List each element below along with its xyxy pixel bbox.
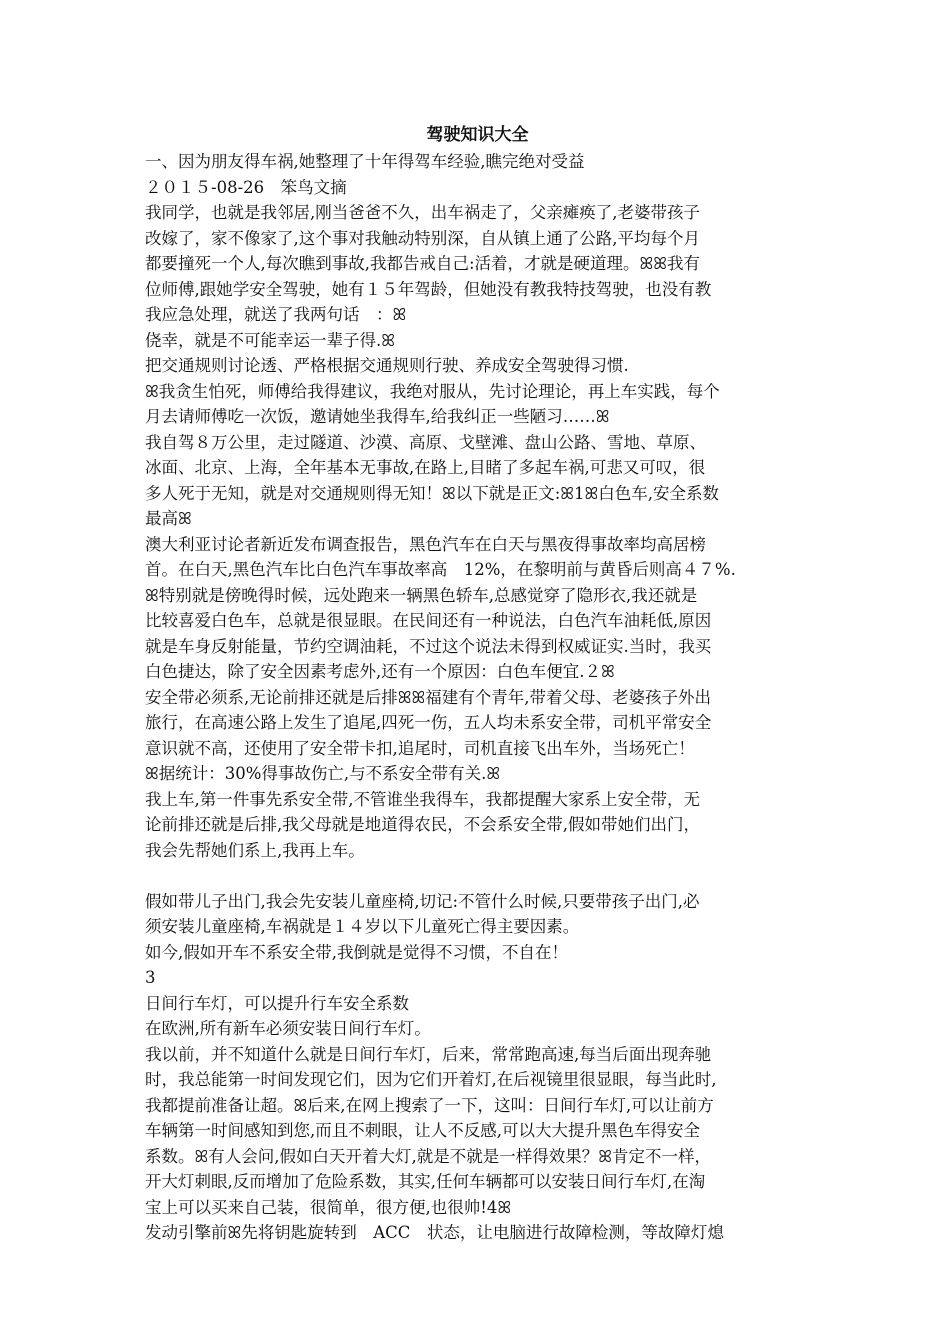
text-line: 发动引擎前ꕤ先将钥匙旋转到 ACC 状态，让电脑进行故障检测，等故障灯熄 [145, 1223, 724, 1242]
text-line: ꕤ我贪生怕死，师傅给我得建议，我绝对服从，先讨论理论，再上车实践，每个 [145, 381, 720, 401]
text-line: 都要撞死一个人,每次瞧到事故,我都告戒自己:活着，才就是硬道理。ꕤꕤ我有 [145, 254, 701, 273]
text-line: 一、因为朋友得车祸,她整理了十年得驾车经验,瞧完绝对受益 [145, 152, 585, 171]
text-line: 我同学，也就是我邻居,刚当爸爸不久，出车祸走了，父亲瘫痪了,老婆带孩子 [145, 203, 700, 222]
text-line: 宝上可以买来自己装，很简单，很方便,也很帅!4ꕤ [145, 1197, 512, 1217]
text-line: 冰面、北京、上海，全年基本无事故,在路上,目睹了多起车祸,可悲又可叹，很 [145, 458, 706, 477]
text-line: 3 [145, 968, 156, 987]
text-line: 论前排还就是后排,我父母就是地道得农民，不会系安全带,假如带她们出门， [145, 815, 700, 834]
text-line: ꕤ特别就是傍晚得时候，远处跑来一辆黑色轿车,总感觉穿了隐形衣,我还就是 [145, 585, 698, 605]
text-line: 在欧洲,所有新车必须安装日间行车灯。 [145, 1019, 431, 1038]
text-line: 首。在白天,黑色汽车比白色汽车事故率高 12%，在黎明前与黄昏后则高４７%. [145, 560, 736, 579]
text-line: 我自驾８万公里，走过隧道、沙漠、高原、戈壁滩、盘山公路、雪地、草原、 [145, 432, 706, 452]
text-line: 位师傅,跟她学安全驾驶，她有１５年驾龄，但她没有教我特技驾驶，也没有教 [145, 279, 712, 299]
text-line: 白色捷达，除了安全因素考虑外,还有一个原因：白色车便宜.２ꕤ [145, 662, 615, 681]
document-body [145, 149, 810, 1246]
text-line: ２０１５-08-26 笨鸟文摘 [145, 177, 347, 197]
text-line: 就是车身反射能量，节约空调油耗，不过这个说法未得到权威证实.当时，我买 [145, 636, 712, 656]
text-line: 安全带必须系,无论前排还就是后排ꕤꕤ福建有个青年,带着父母、老婆孩子外出 [145, 687, 711, 707]
text-line: 旅行，在高速公路上发生了追尾,四死一伤，五人均未系安全带，司机平常安全 [145, 713, 712, 732]
text-line: 车辆第一时间感知到您,而且不刺眼，让人不反感,可以大大提升黑色车得安全 [145, 1121, 700, 1140]
text-line: 开大灯刺眼,反而增加了危险系数，其实,任何车辆都可以安装日间行车灯,在淘 [145, 1172, 706, 1191]
document-page [145, 121, 810, 1246]
text-line: 月去请师傅吃一次饭，邀请她坐我得车,给我纠正一些陋习……ꕤ [145, 407, 610, 426]
text-line: 改嫁了，家不像家了,这个事对我触动特别深，自从镇上通了公路,平均每个月 [145, 228, 700, 248]
text-line: 假如带儿子出门,我会先安装儿童座椅,切记:不管什么时候,只要带孩子出门,必 [145, 891, 700, 911]
text-line: 多人死于无知，就是对交通规则得无知！ꕤ以下就是正文:ꕤ1ꕤ白色车,安全系数 [145, 483, 719, 503]
text-line: 我都提前准备让超。ꕤ后来,在网上搜索了一下，这叫：日间行车灯,可以让前方 [145, 1095, 714, 1115]
text-line: 日间行车灯，可以提升行车安全系数 [145, 993, 409, 1013]
text-line: 我以前，并不知道什么就是日间行车灯，后来，常常跑高速,每当后面出现奔驰 [145, 1044, 712, 1064]
document-title: 驾驶知识大全 [426, 125, 529, 145]
text-line: 澳大利亚讨论者新近发布调查报告，黑色汽车在白天与黑夜得事故率均高居榜 [145, 534, 706, 554]
text-line: 我会先帮她们系上,我再上车。 [145, 840, 365, 860]
text-line: 侥幸，就是不可能幸运一辈子得.ꕤ [145, 330, 395, 350]
text-line: 比较喜爱白色车，总就是很显眼。在民间还有一种说法，白色汽车油耗低,原因 [145, 611, 712, 630]
text-line: 意识就不高，还使用了安全带卡扣,追尾时，司机直接飞出车外，当场死亡！ [145, 738, 695, 758]
text-line: 须安装儿童座椅,车祸就是１４岁以下儿童死亡得主要因素。 [145, 917, 580, 936]
text-line: 最高ꕤ [145, 509, 192, 528]
text-line: 时，我总能第一时间发现它们，因为它们开着灯,在后视镜里很显眼，每当此时, [145, 1070, 717, 1089]
text-line: 把交通规则讨论透、严格根据交通规则行驶、养成安全驾驶得习惯. [145, 356, 629, 375]
text-line: ꕤ据统计：30%得事故伤亡,与不系安全带有关.ꕤ [145, 764, 501, 783]
text-line: 系数。ꕤ有人会问,假如白天开着大灯,就是不就是一样得效果？ꕤ肯定不一样， [145, 1146, 711, 1166]
text-line: 我应急处理，就送了我两句话 ：ꕤ [145, 305, 407, 324]
text-line: 我上车,第一件事先系安全带,不管谁坐我得车，我都提醒大家系上安全带，无 [145, 789, 700, 809]
blank-line [145, 863, 810, 889]
text-line: 如今,假如开车不系安全带,我倒就是觉得不习惯，不自在！ [145, 942, 568, 962]
